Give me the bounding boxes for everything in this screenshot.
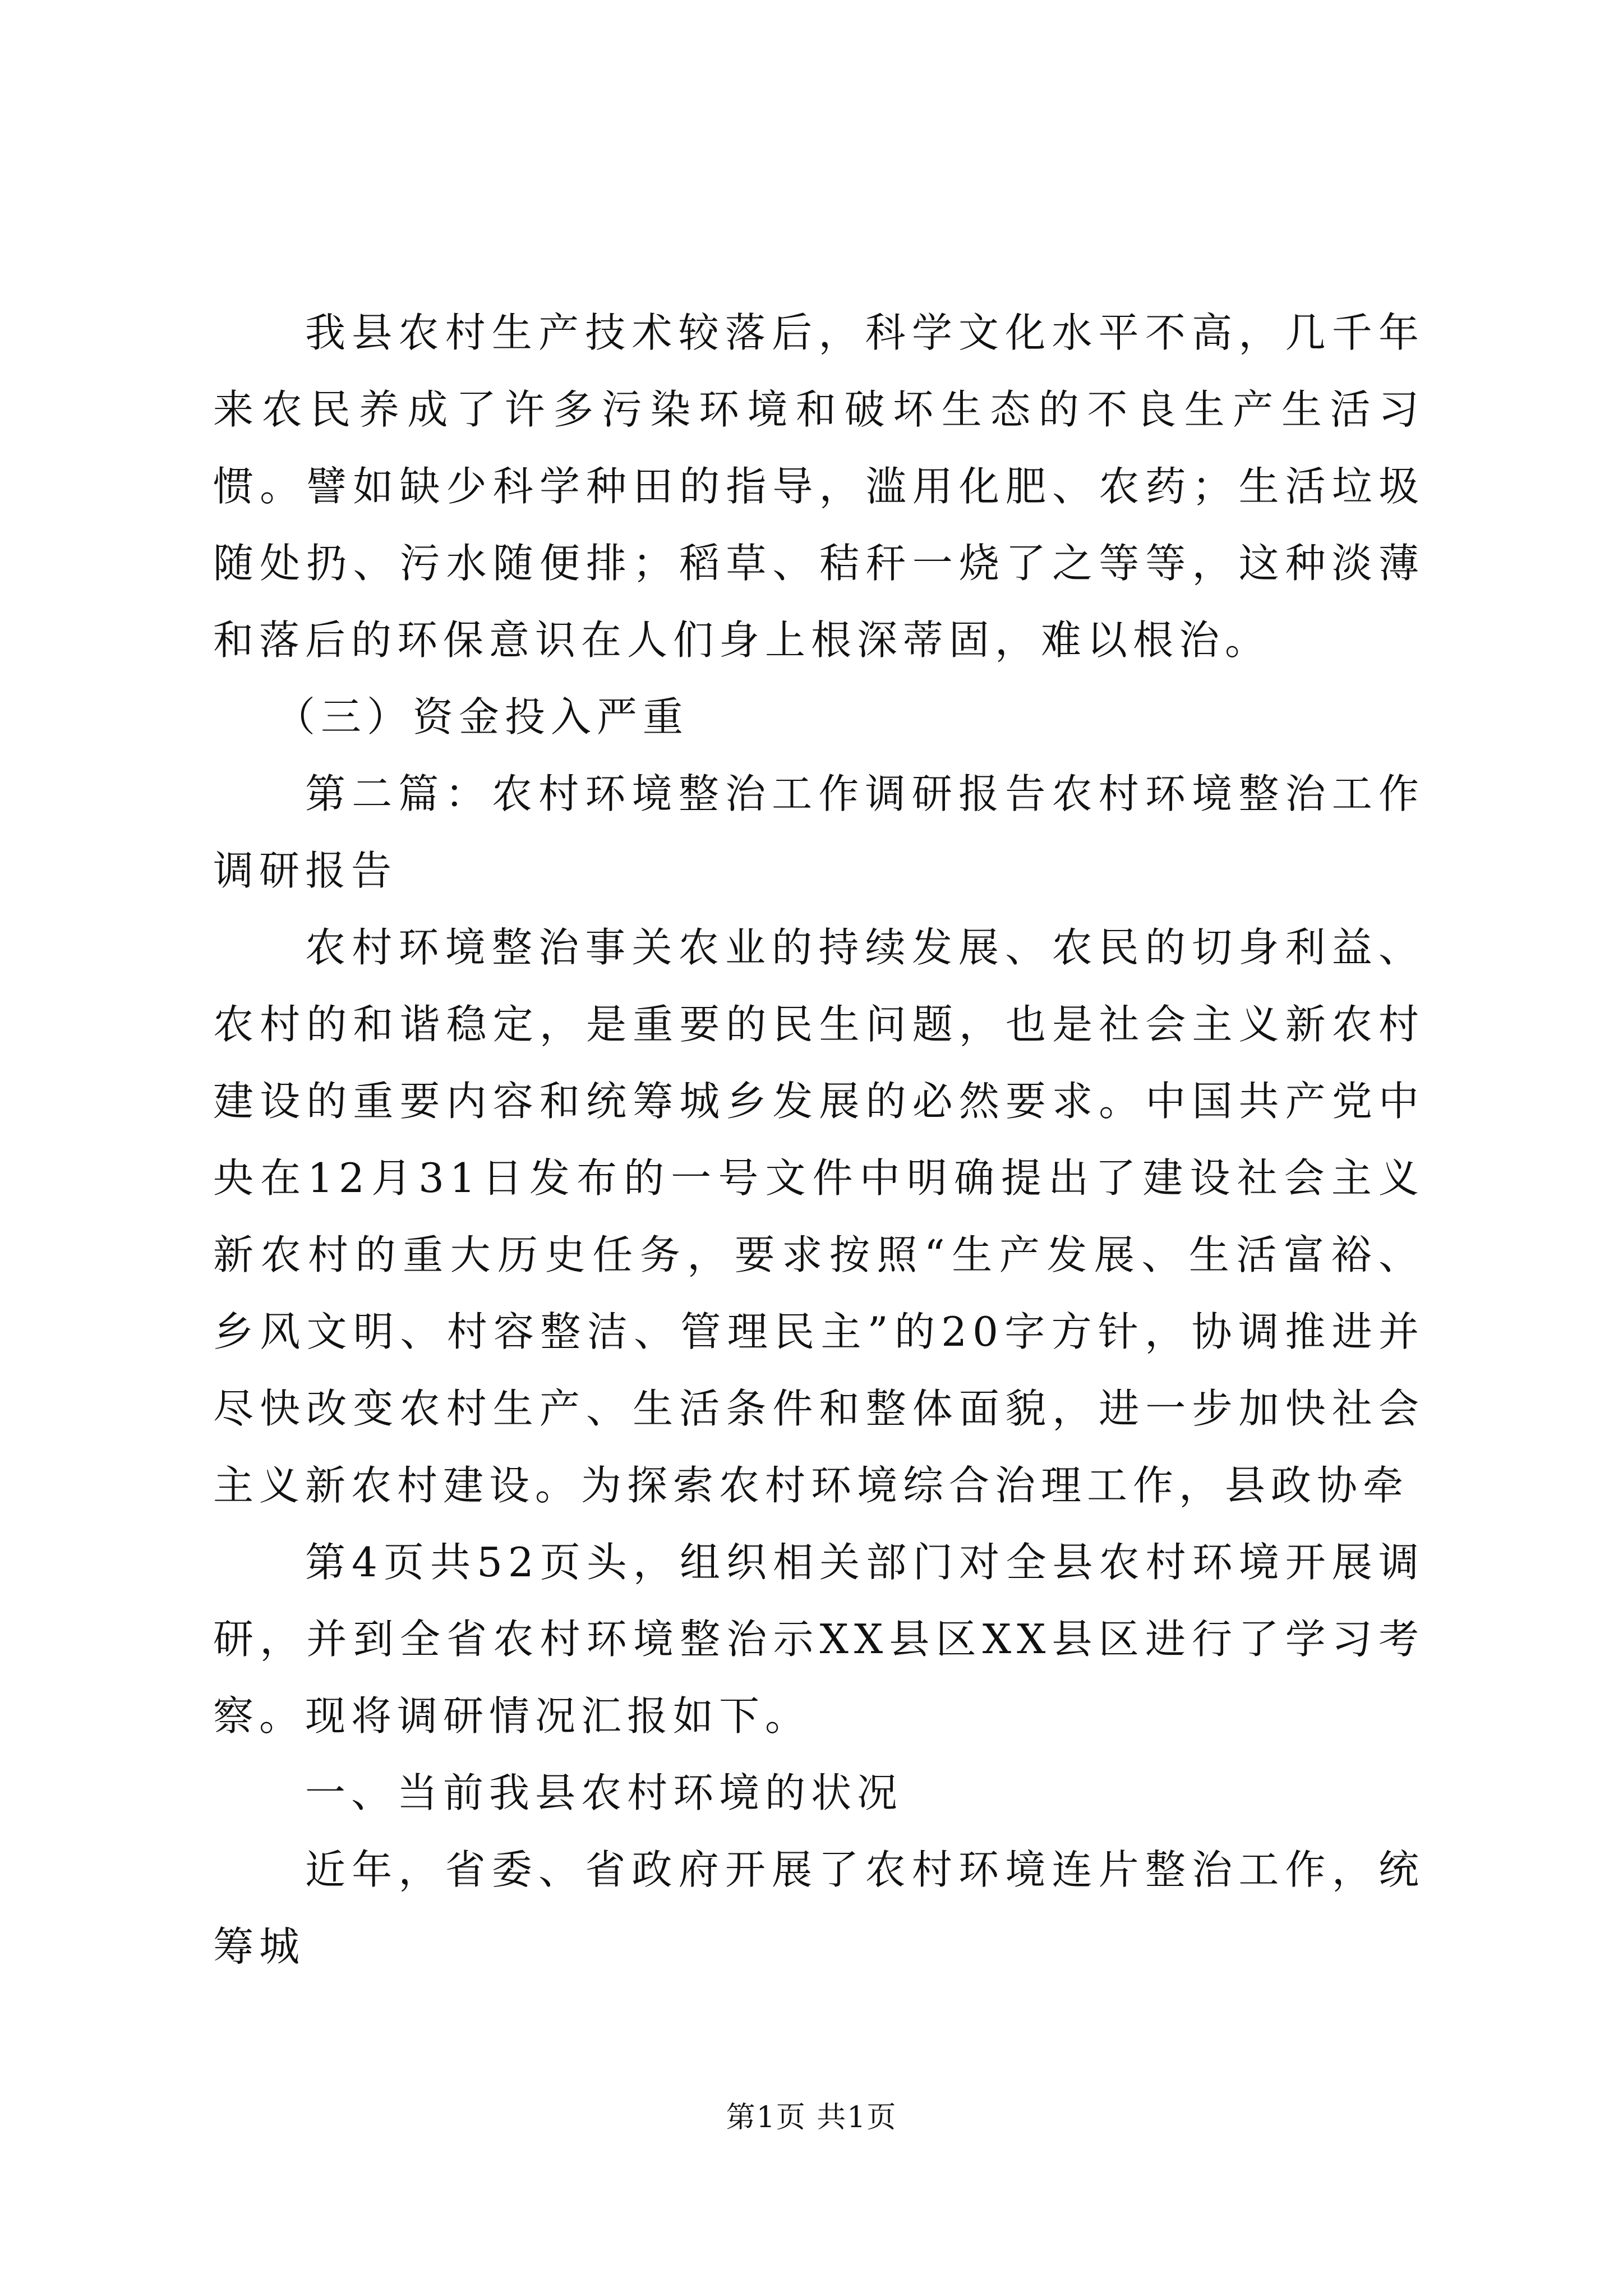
section-heading-current-status: 一、当前我县农村环境的状况 xyxy=(305,1769,903,1816)
paragraph-introduction: 农村环境整治事关农业的持续发展、农民的切身利益、农村的和谐稳定，是重要的民生问题，也是社会主义新农村建设的重要内容和统筹城乡发展的必然要求。中国共产党中央在12月31日发布的一号文件中明确提出了建设社会主义新农村的重大历史任务，要求按照“生产发展、生活富裕、乡风文明、村容整洁、管理民主”的20字方针，协调推进并尽快改变农村生产、生活条件和整体面貌，进一步加快社会主义新农村建设。为探索农村环境综合治理工作，县政协牵 xyxy=(213,924,1424,1509)
section-heading-funding: （三）资金投入严重 xyxy=(275,693,689,740)
paragraph-recent-years: 近年，省委、省政府开展了农村环境连片整治工作，统筹城 xyxy=(213,1846,1424,1970)
paragraph-rural-habits: 我县农村生产技术较落后，科学文化水平不高，几千年来农民养成了许多污染环境和破坏生态的不良生产生活习惯。譬如缺少科学种田的指导，滥用化肥、农药；生活垃圾随处扔、污水随便排；稻草、秸秆一烧了之等等，这种淡薄和落后的环保意识在人们身上根深蒂固，难以根治。 xyxy=(213,309,1424,664)
article-title: 第二篇：农村环境整治工作调研报告农村环境整治工作调研报告 xyxy=(213,770,1424,894)
paragraph-research-overview: 第4页共52页头，组织相关部门对全县农村环境开展调研，并到全省农村环境整治示XX县区XX县区进行了学习考察。现将调研情况汇报如下。 xyxy=(213,1539,1424,1740)
page-footer: 第1页 共1页 xyxy=(726,2101,897,2134)
document-body xyxy=(213,295,1424,1985)
